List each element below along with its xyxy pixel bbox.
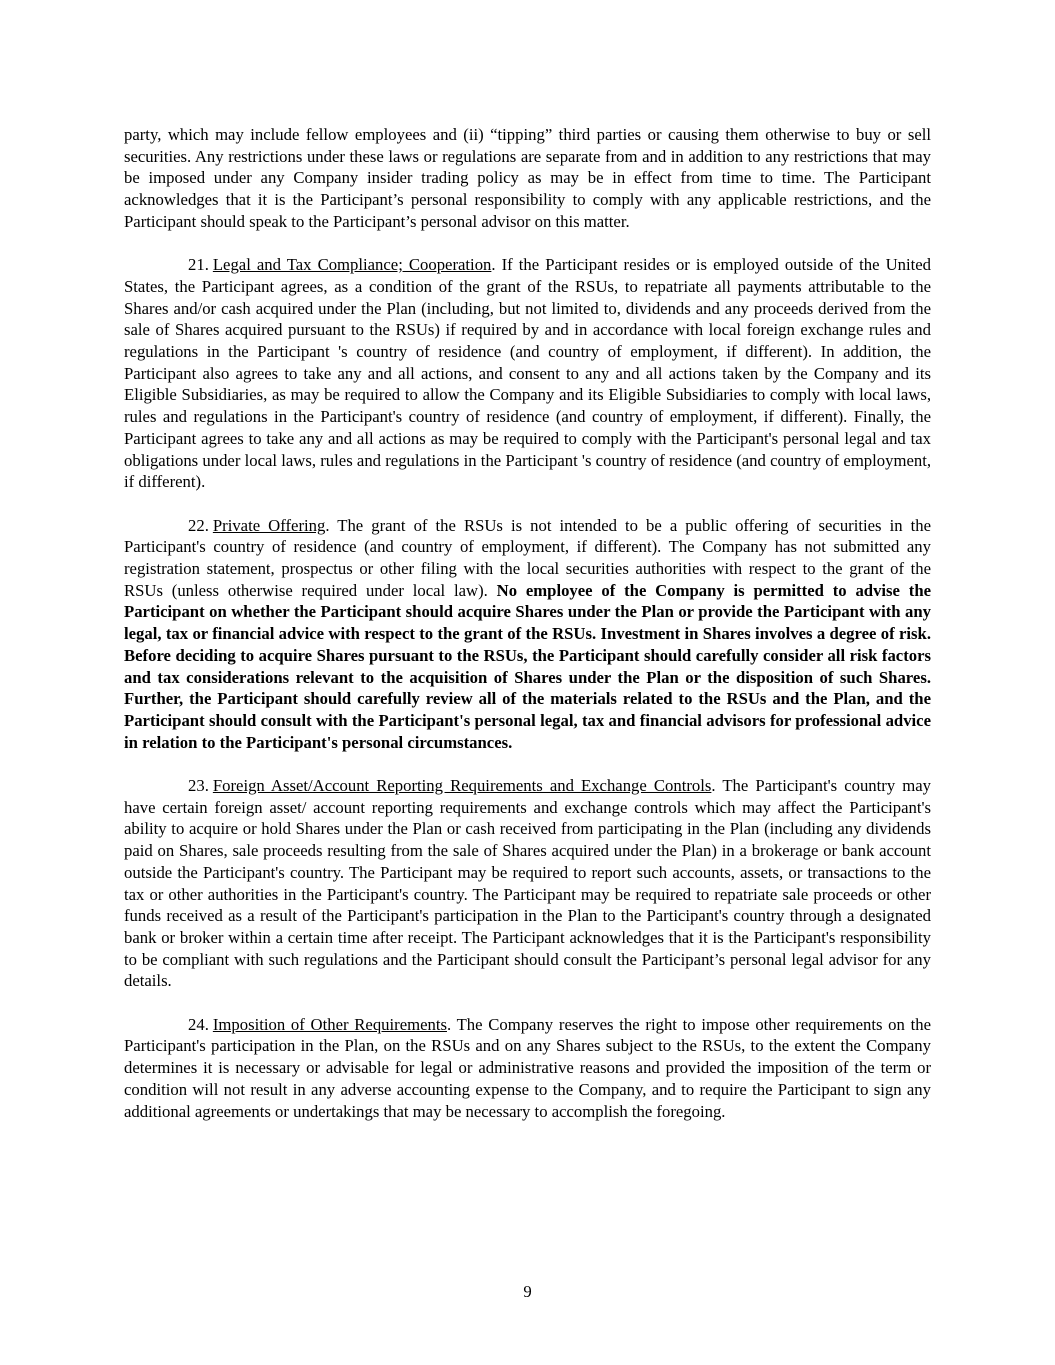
section-text: . The grant of the RSUs is not intended to be a public offering of securities in the Participant's country of residence (and country of employment, if different). The Company has not submitted any registration statement, prospectus or other filing with the local securities authorities with respect to the grant of the RSUs (unless otherwise required under local law).	[124, 515, 931, 600]
section-number: 24.	[188, 1014, 209, 1034]
section-bold-text: No employee of the Company is permitted to advise the Participant on whether the Participant should acquire Shares under the Plan or provide the Participant with any legal, tax or financial advice with respect to the grant of the RSUs. Investment in Shares involves a degree of risk. Before deciding to acquire Shares pursuant to the RSUs, the Participant should carefully consider all risk factors and tax considerations relevant to the acquisition of Shares under the Plan or the disposition of such Shares. Further, the Participant should carefully review all of the materials related to the RSUs and the Plan, and the Participant should consult with the Participant's personal legal, tax and financial advisors for professional advice in relation to the Participant's personal circumstances.	[124, 580, 932, 752]
section-text: . If the Participant resides or is employed outside of the United States, the Participant agrees, as a condition of the grant of the RSUs, to repatriate all payments attributable to the Shares and/or cash acquired under the Plan (including, but not limited to, dividends and any proceeds derived from the sale of Shares acquired pursuant to the RSUs) if required by and in accordance with local foreign exchange rules and regulations in the Participant 's country of residence (and country of employment, if different). In addition, the Participant also agrees to take any and all actions, and consent to any and all actions taken by the Company and its Eligible Subsidiaries, as may be required to allow the Company and its Eligible Subsidiaries to comply with local laws, rules and regulations in the Participant's country of residence (and country of employment, if different). Finally, the Participant agrees to take any and all actions as may be required to comply with the Participant's personal legal and tax obligations under local laws, rules and regulations in the Participant 's country of residence (and country of employment, if different).	[124, 255, 931, 492]
section-22	[124, 515, 931, 754]
intro-paragraph: party, which may include fellow employees and (ii) “tipping” third parties or causing them otherwise to buy or sell securities. Any restrictions under these laws or regulations are separate from and in addition to any restrictions that may be imposed under any Company insider trading policy as may be in effect from time to time. The Participant acknowledges that it is the Participant’s personal responsibility to comply with any applicable restrictions, and the Participant should speak to the Participant’s personal advisor on this matter.	[124, 125, 931, 231]
section-number: 21.	[188, 255, 209, 275]
section-23	[124, 775, 931, 992]
section-heading: Private Offering	[212, 515, 326, 535]
section-number: 22.	[188, 515, 209, 535]
section-number: 23.	[188, 776, 209, 796]
section-21	[124, 254, 931, 493]
page-number: 9	[523, 1282, 532, 1301]
document-page	[124, 124, 931, 1144]
section-heading: Foreign Asset/Account Reporting Requirements and Exchange Controls	[212, 776, 712, 796]
section-text: . The Company reserves the right to impose other requirements on the Participant's participation in the Plan, on the RSUs and on any Shares subject to the RSUs, to the extent the Company determines it is necessary or advisable for legal or administrative reasons and provided the imposition of the term or condition will not result in any adverse accounting expense to the Company, and to require the Participant to sign any additional agreements or undertakings that may be necessary to accomplish the foregoing.	[124, 1014, 931, 1121]
section-heading: Legal and Tax Compliance; Cooperation	[212, 255, 492, 275]
section-24	[124, 1014, 931, 1123]
section-heading: Imposition of Other Requirements	[212, 1014, 447, 1034]
section-text: . The Participant's country may have certain foreign asset/ account reporting requirements and exchange controls which may affect the Participant's ability to acquire or hold Shares under the Plan or cash received from participating in the Plan (including any dividends paid on Shares, sale proceeds resulting from the sale of Shares acquired under the Plan) in a brokerage or bank account outside the Participant's country. The Participant may be required to report such accounts, assets, or transactions to the tax or other authorities in the Participant's country. The Participant may be required to repatriate sale proceeds or other funds received as a result of the Participant's participation in the Plan to the Participant's country through a designated bank or broker within a certain time after receipt. The Participant acknowledges that it is the Participant's responsibility to be compliant with such regulations and the Participant should consult the Participant’s personal legal advisor for any details.	[124, 776, 931, 991]
